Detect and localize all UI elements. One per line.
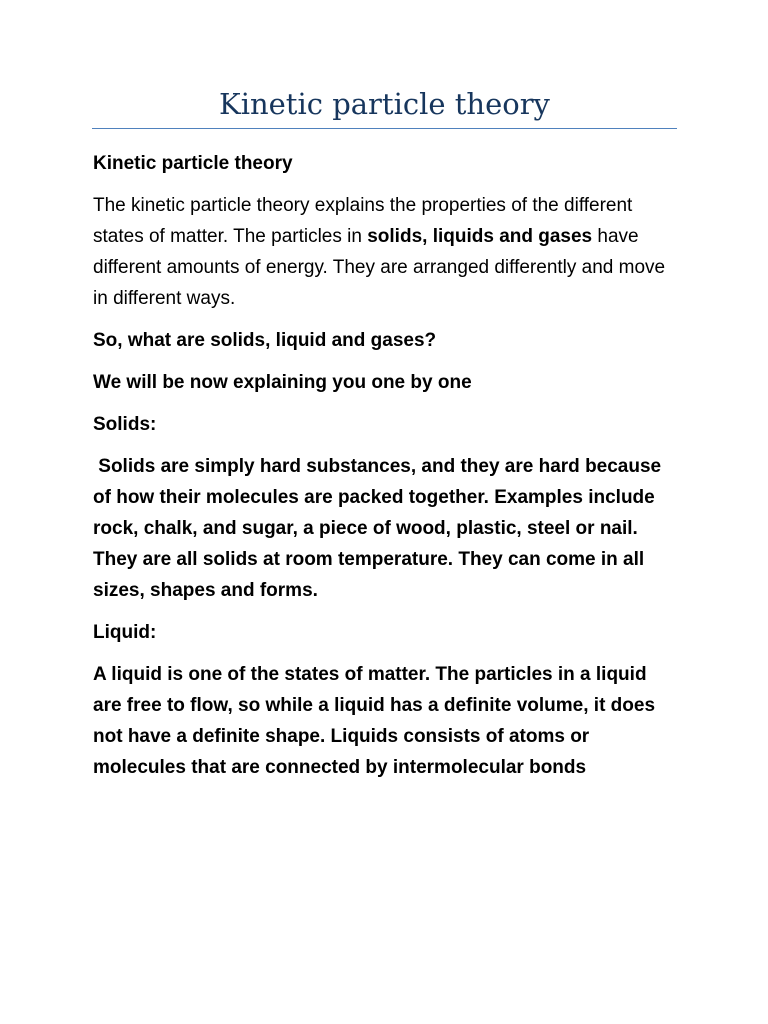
intro-bold-states: solids, liquids and gases — [367, 226, 593, 247]
question-line: So, what are solids, liquid and gases? — [93, 330, 437, 351]
intro-text-end: have different amounts of energy. They are arranged differently and move in different ways. — [93, 226, 666, 309]
section-heading: Kinetic particle theory — [93, 153, 293, 174]
document-body — [93, 148, 678, 794]
document-title: Kinetic particle theory — [219, 87, 550, 121]
explain-line: We will be now explaining you one by one — [93, 372, 472, 393]
liquid-paragraph: A liquid is one of the states of matter. The particles in a liquid are free to flow, so while a liquid has a definite volume, it does not have a definite shape. Liquids consists of atoms or molecules that are connected by intermolecular bonds — [93, 664, 656, 778]
liquid-heading: Liquid: — [93, 622, 157, 643]
solids-paragraph: Solids are simply hard substances, and they are hard because of how their molecules are packed together. Examples include rock, chalk, and sugar, a piece of wood, plastic, steel or nail. They are all solids at room temperature. They can come in all sizes, shapes and forms. — [93, 456, 667, 601]
solids-heading: Solids: — [93, 414, 157, 435]
title-underline — [92, 128, 677, 129]
intro-paragraph — [93, 190, 678, 314]
intro-text-start: The kinetic particle theory explains the properties of the different states of matter. The particles in — [93, 195, 633, 247]
